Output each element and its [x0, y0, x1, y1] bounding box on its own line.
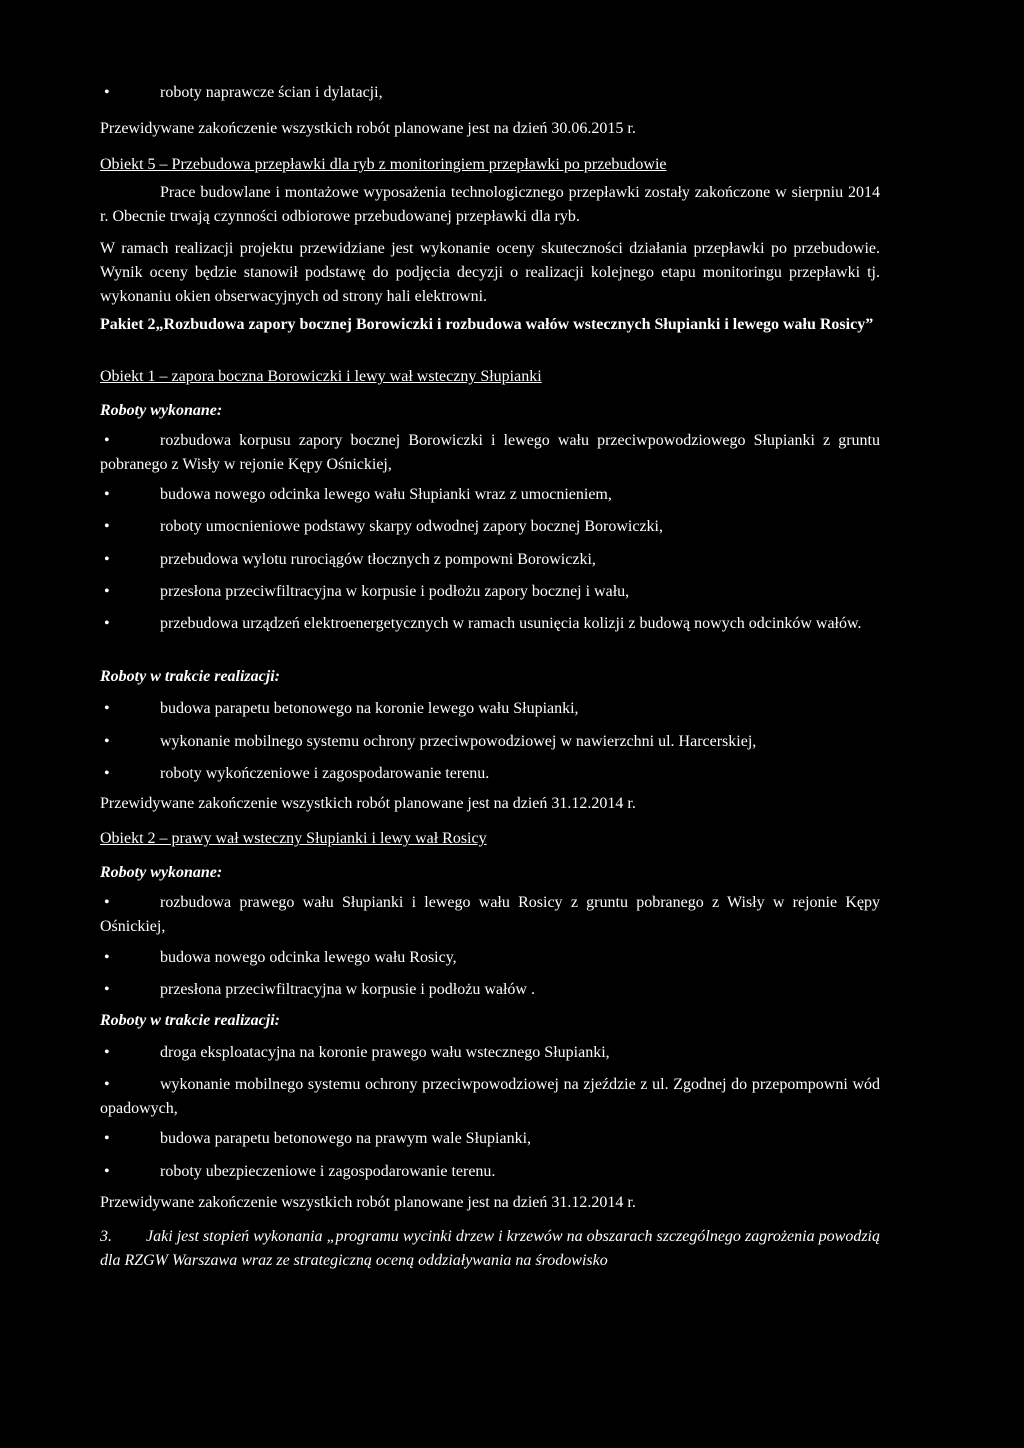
list-item: • budowa parapetu betonowego na koronie lewego wału Słupianki, — [100, 697, 940, 721]
list-item: • przebudowa urządzeń elektroenergetycznych w ramach usunięcia kolizji z budową nowych odcinków wałów. — [100, 612, 880, 636]
list-item: • przesłona przeciwfiltracyjna w korpusie i podłożu wałów . — [100, 978, 940, 1002]
section-heading: Obiekt 2 – prawy wał wsteczny Słupianki i lewy wał Rosicy — [100, 830, 487, 847]
paragraph: Prace budowlane i montażowe wyposażenia technologicznego przepławki zostały zakończone w sierpniu 2014 r. Obecnie trwają czynności odbiorowe przebudowanej przepławki dla ryb. — [100, 184, 880, 225]
list-item: • wykonanie mobilnego systemu ochrony przeciwpowodziowej w nawierzchni ul. Harcerskiej, — [100, 730, 940, 754]
list-item: • droga eksploatacyjna na koronie prawego wału wstecznego Słupianki, — [100, 1041, 940, 1065]
question-number: 3. — [100, 1228, 112, 1245]
list-item: • przebudowa wylotu rurociągów tłocznych z pompowni Borowiczki, — [100, 548, 940, 572]
list-item: • roboty ubezpieczeniowe i zagospodarowanie terenu. — [100, 1160, 940, 1184]
list-item: • roboty umocnieniowe podstawy skarpy odwodnej zapory bocznej Borowiczki, — [100, 515, 940, 539]
subheading: Roboty w trakcie realizacji: — [100, 668, 280, 685]
completion-note: Przewidywane zakończenie wszystkich robót planowane jest na dzień 30.06.2015 r. — [100, 120, 636, 137]
completion-note: Przewidywane zakończenie wszystkich robót planowane jest na dzień 31.12.2014 r. — [100, 795, 636, 812]
section-heading: Obiekt 5 – Przebudowa przepławki dla ryb z monitoringiem przepławki po przebudowie — [100, 156, 667, 173]
list-item: • budowa parapetu betonowego na prawym wale Słupianki, — [100, 1127, 940, 1151]
package-title: Pakiet 2„Rozbudowa zapory bocznej Borowiczki i rozbudowa wałów wstecznych Słupianki i lewego wału Rosicy” — [100, 316, 874, 333]
list-item: • budowa nowego odcinka lewego wału Słupianki wraz z umocnieniem, — [100, 483, 940, 507]
subheading: Roboty wykonane: — [100, 402, 223, 419]
list-item: • rozbudowa korpusu zapory bocznej Borowiczki i lewego wału przeciwpowodziowego Słupianki z gruntu pobranego z Wisły w rejonie Kępy Ośnickiej, — [100, 429, 880, 477]
section-heading: Obiekt 1 – zapora boczna Borowiczki i lewy wał wsteczny Słupianki — [100, 368, 542, 385]
question-text: Jaki jest stopień wykonania „programu wycinki drzew i krzewów na obszarach szczególnego zagrożenia powodzią dla RZGW Warszawa wraz ze strategiczną oceną oddziaływania na środowisko — [100, 1228, 880, 1269]
paragraph: W ramach realizacji projektu przewidziane jest wykonanie oceny skuteczności działania przepławki po przebudowie. Wynik oceny będzie stanowił podstawę do podjęcia decyzji o realizacji kolejnego etapu monitoringu przepławki tj. wykonaniu okien obserwacyjnych od strony hali elektrowni. — [100, 240, 880, 305]
question-item — [100, 1225, 880, 1273]
subheading: Roboty wykonane: — [100, 864, 223, 881]
list-item: • rozbudowa prawego wału Słupianki i lewego wału Rosicy z gruntu pobranego z Wisły w rejonie Kępy Ośnickiej, — [100, 891, 880, 939]
list-item: • wykonanie mobilnego systemu ochrony przeciwpowodziowej na zjeździe z ul. Zgodnej do przepompowni wód opadowych, — [100, 1073, 880, 1121]
completion-note: Przewidywane zakończenie wszystkich robót planowane jest na dzień 31.12.2014 r. — [100, 1194, 636, 1211]
list-item: • budowa nowego odcinka lewego wału Rosicy, — [100, 946, 940, 970]
list-item: • przesłona przeciwfiltracyjna w korpusie i podłożu zapory bocznej i wału, — [100, 580, 940, 604]
list-item: • roboty naprawcze ścian i dylatacji, — [100, 81, 940, 105]
list-item: • roboty wykończeniowe i zagospodarowanie terenu. — [100, 762, 940, 786]
subheading: Roboty w trakcie realizacji: — [100, 1012, 280, 1029]
